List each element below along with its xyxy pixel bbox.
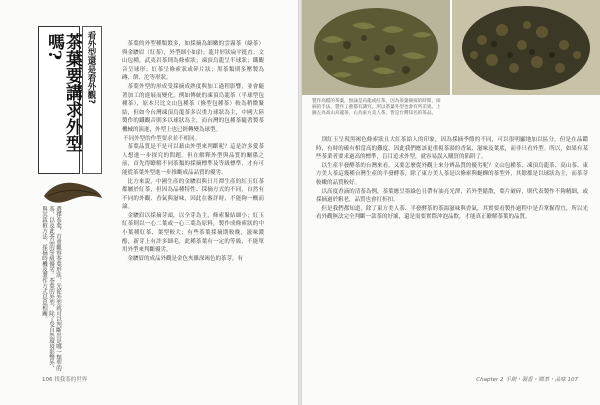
paragraph: 別紅玉呈現黑褐色條索狀且大紅茶給人的印象，因為採摘季節的不同，可以很明顯地加以區分，但是在品鑑時，有時的確有相當高的難度，因此我們應該更重視茶湯的香氣、滋味及葉底，而非只看外型。所以，如果有某些茶業者要求過高的標準，盲目追求外型，就容易誤入購買的陷阱了。 xyxy=(316,137,588,161)
tea-leaf-illustration xyxy=(40,174,104,208)
subtitle-box xyxy=(82,26,102,174)
page-subtitle: 看外型還是看外觀? xyxy=(86,31,96,104)
page-title: 茶葉要講求外型嗎? xyxy=(44,33,82,152)
paragraph: 不同外型的作型要求並不相同。 xyxy=(123,135,201,142)
left-body-text xyxy=(122,40,264,263)
right-body-text xyxy=(316,136,588,222)
paragraph: 茶葉外型的形成受採摘成熟度與加工過程影響，並會隨著加工的進展而變化，例如傳統的凍頂烏龍茶（半球型包種茶），原本只比文山包種茶（條型包種茶）較為稍微緊結，但如今台灣凍頂烏龍茶多以重力球狀為主，中國大陸製作的鐵觀音則多以球狀為主，而台灣的包種茶隨著製茶機械的演進，外型上也已經轉變為球型。 xyxy=(122,83,264,133)
paragraph: 金駿眉的成品外觀是金色夾雜深褐色的茶芽，有 xyxy=(127,255,244,262)
chapter-sidebar xyxy=(38,26,122,396)
paragraph: 以生產半發酵茶的台灣來看，又要怎麼從外觀上來分辨品質的優劣呢？文山包種茶、凍頂烏龍茶、高山茶、東方美人茶這幾種台灣生產的半發酵茶，除了東方美人茶是以條索與蜒蟬的茶型外，其餘都是以球狀為主，而茶芽較嫩的品質較好。 xyxy=(316,162,588,186)
paragraph: 以高度香滴的清茶為例，茶葉應呈墨綠色且帶有油亮光澤，若外型鬆散，葉片破碎，則代表製作不夠精細，或採摘過於粗老，品質也會打折扣。 xyxy=(316,188,588,204)
tea-leaves-photo-left xyxy=(302,0,450,95)
right-page xyxy=(302,0,600,405)
intro-text: 選擇茶葉，首重觀察茶葉形狀，光從外型就可以判斷出是哪一類型的茶，以及此茶品的等級優劣。茶葉的外型，除了受自然環境影響外，與其栽植方法、採摘時機及製作方式息息相關。 xyxy=(41,206,61,371)
paragraph: 比方來說，中國生產的金駿眉與日月潭生產的紅玉紅茶都屬於紅茶，但因為品種特性、採摘方式的不同，自然有不同的外觀、香氣與滋味，因此在審評時，不能夠一概而論。 xyxy=(122,178,264,211)
intro-box xyxy=(38,206,102,376)
paragraph: 金駿眉以採摘芽頭，以全芽為主，條索緊結細小；紅玉紅茶則以一心二葉或一心三葉為原料，製作成條索狀的中小葉種紅茶，葉型較大；有些茶葉採摘期較晚，滋味濃醇，新芽上有許多細毛，此種茶葉有一定的等級，不能單用外型來判斷優劣。 xyxy=(122,212,264,254)
paragraph: 茶葉品質是不是可以藉由外型來判斷呢？這是許多愛茶人想進一步探究的問題。但在解釋外型與品質的關係之前，首先得瞭解不同茶類的採摘標準及等級標準，才有可能從茶葉外型進一步推斷成品品質的優劣。 xyxy=(122,144,264,176)
tea-leaves-photo-right xyxy=(452,0,600,95)
paragraph: 茶葉的外型種類繁多，如採摘為細嫩的雲霧茶（綠茶）與金駿眉（紅茶），外型細小如針；龍井形狀扁平挺直；文山包種，武夷岩茶則為條索狀；凍頂烏龍呈半球狀；鐵觀音呈球形；紅茶呈條索狀或碎片狀；黑茶類則多壓製為磚、餅、沱等形狀。 xyxy=(122,41,264,82)
page-number-right: Chapter 2 手創・製香・閱茶・品味 107 xyxy=(476,377,578,383)
page-number-left: 106 找我茶的世界 xyxy=(42,377,88,383)
left-page xyxy=(0,0,298,405)
paragraph: 但是我們都知道，除了東方美人茶、半發酵茶的茶湯滋味與香氣，其實要看製作過程中是否掌握得宜，所以光看外觀無法完全判斷一款茶的好壞，還是需要實際沖泡品飲，才能真正瞭解茶葉的品質。 xyxy=(316,205,588,221)
title-box xyxy=(38,26,80,174)
photo-caption: 製作高檔的茶葉，無論是烏龍或紅茶，因為茶葉摘採的時間、採摘的手法、製作工藝都有講究，所以茶葉外型也會有所差異。上圖左為高山烏龍茶，右為東方美人茶，皆是台灣知名的茶品。 xyxy=(312,99,441,116)
